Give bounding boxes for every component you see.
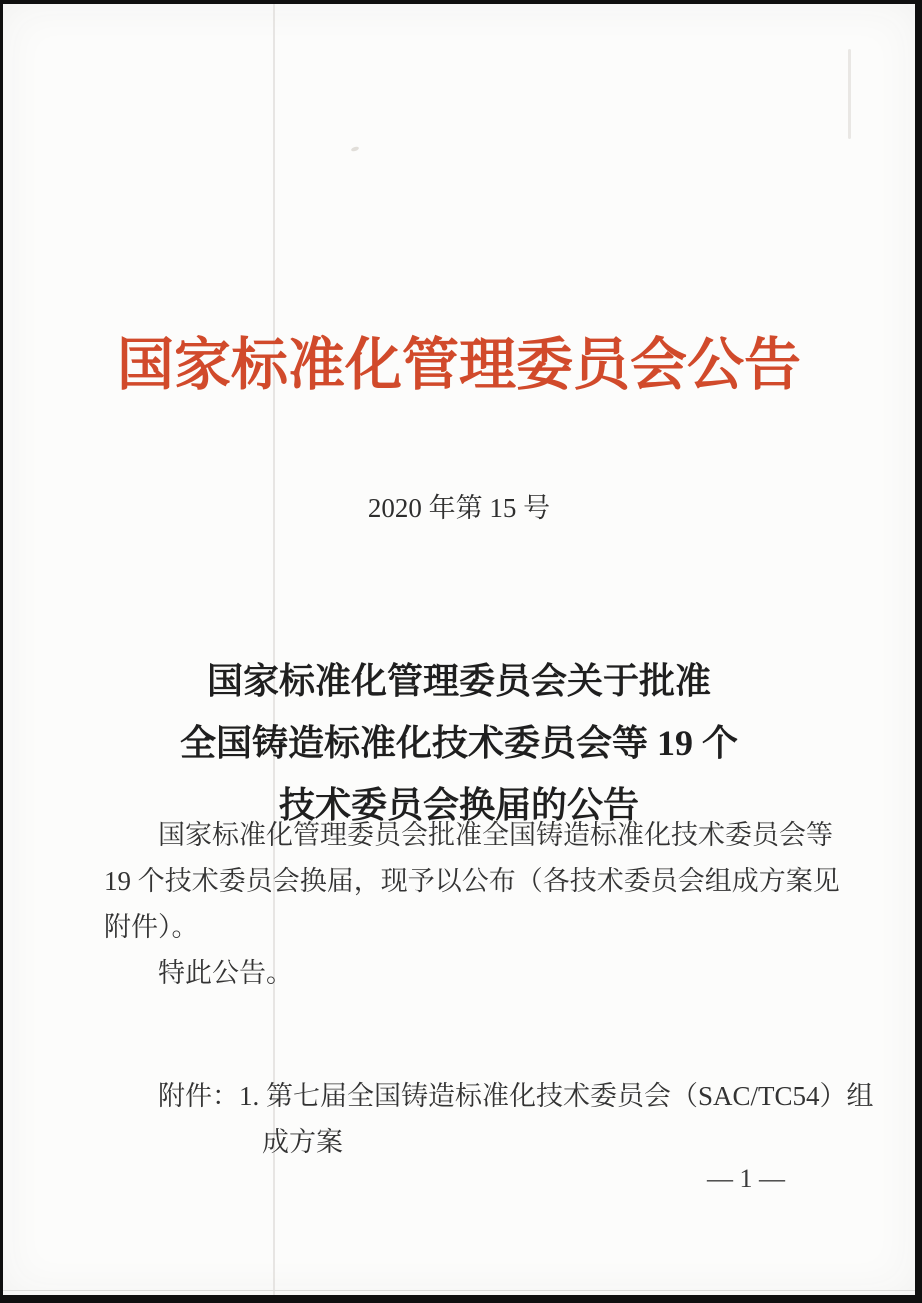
attachment-item-line-2: 成方案 xyxy=(262,1127,343,1157)
announcement-title: 国家标准化管理委员会公告 xyxy=(117,334,801,398)
issue-number: 2020 年第 15 号 xyxy=(367,493,551,523)
page-number: — 1 — xyxy=(707,1164,785,1193)
closing-line: 特此公告。 xyxy=(158,958,293,988)
notice-heading-line-1: 国家标准化管理委员会关于批准 xyxy=(206,660,711,701)
notice-heading xyxy=(3,650,915,836)
scanned-document-page xyxy=(3,4,915,1295)
body-line-3: 附件）。 xyxy=(104,912,199,942)
body-line-1: 国家标准化管理委员会批准全国铸造标准化技术委员会等 xyxy=(158,820,833,850)
notice-body xyxy=(104,812,840,996)
notice-heading-line-2: 全国铸造标准化技术委员会等 19 个 xyxy=(179,722,738,763)
attachment-item-line-1: 附件：1. 第七届全国铸造标准化技术委员会（SAC/TC54）组 xyxy=(158,1081,874,1111)
notice-heading-line-3: 技术委员会换届的公告 xyxy=(278,784,639,825)
scan-speck-artifact xyxy=(351,146,360,152)
horizontal-scan-artifact xyxy=(3,1290,915,1291)
body-line-2: 19 个技术委员会换届，现予以公布（各技术委员会组成方案见 xyxy=(104,866,840,896)
attachment-list xyxy=(104,1073,915,1165)
scan-streak-artifact xyxy=(848,49,851,139)
